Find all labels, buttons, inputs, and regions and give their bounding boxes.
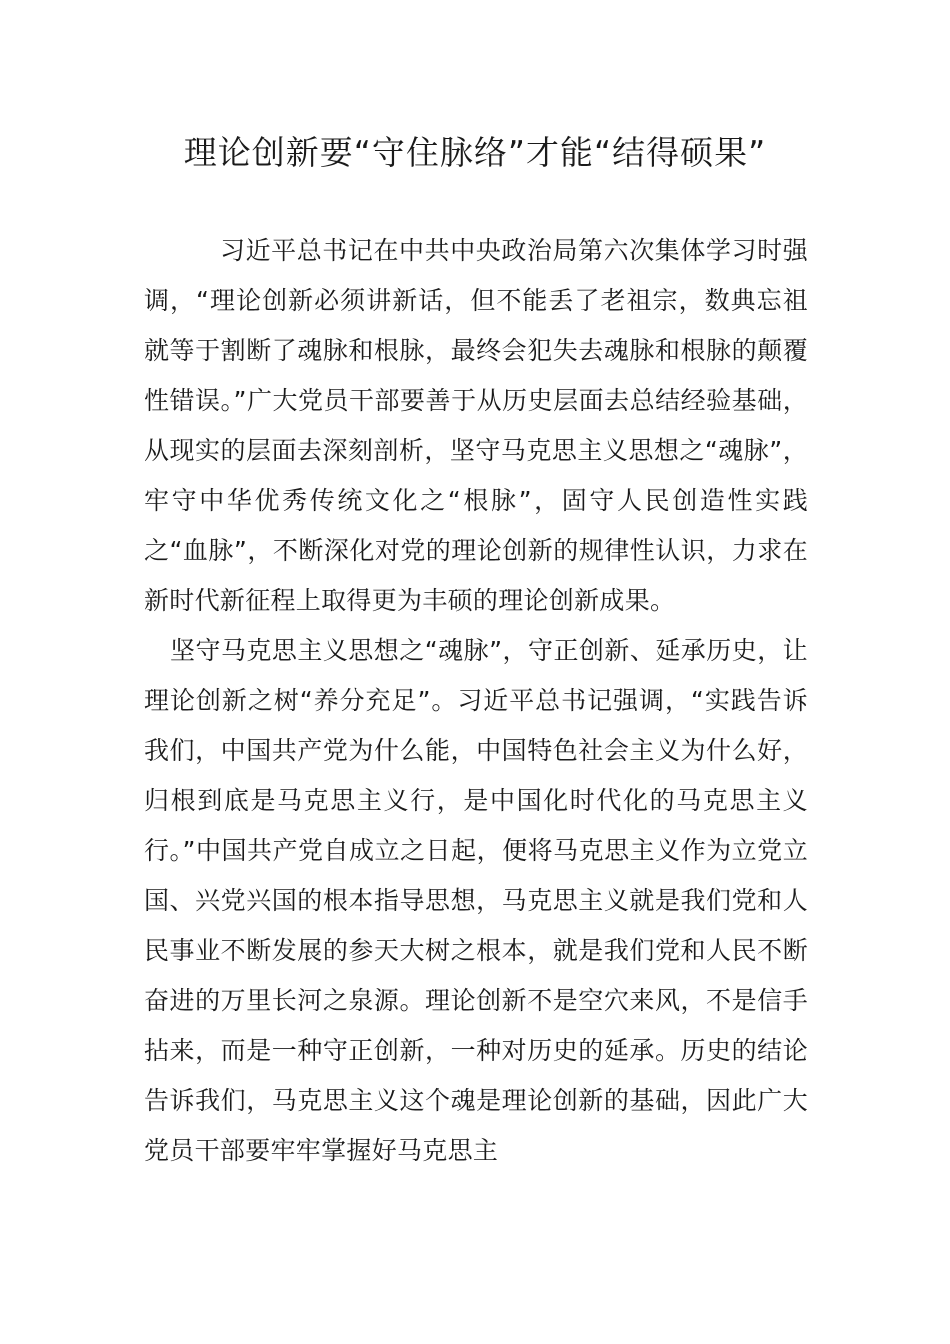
document-body bbox=[144, 226, 808, 1176]
document-title: 理论创新要“守住脉络”才能“结得硕果” bbox=[183, 133, 767, 172]
paragraph-1: 习近平总书记在中共中央政治局第六次集体学习时强调，“理论创新必须讲新话，但不能丢了老祖宗，数典忘祖就等于割断了魂脉和根脉，最终会犯失去魂脉和根脉的颠覆性错误。”广大党员干部要善于从历史层面去总结经验基础，从现实的层面去深刻剖析，坚守马克思主义思想之“魂脉”，牢守中华优秀传统文化之“根脉”，固守人民创造性实践之“血脉”，不断深化对党的理论创新的规律性认识，力求在新时代新征程上取得更为丰硕的理论创新成果。 bbox=[144, 236, 808, 615]
paragraph-2: 坚守马克思主义思想之“魂脉”，守正创新、延承历史，让理论创新之树“养分充足”。习近平总书记强调，“实践告诉我们，中国共产党为什么能，中国特色社会主义为什么好，归根到底是马克思主义行，是中国化时代化的马克思主义行。”中国共产党自成立之日起，便将马克思主义作为立党立国、兴党兴国的根本指导思想，马克思主义就是我们党和人民事业不断发展的参天大树之根本，就是我们党和人民不断奋进的万里长河之泉源。理论创新不是空穴来风，不是信手拈来，而是一种守正创新，一种对历史的延承。历史的结论告诉我们，马克思主义这个魂是理论创新的基础，因此广大党员干部要牢牢掌握好马克思主 bbox=[144, 636, 808, 1165]
